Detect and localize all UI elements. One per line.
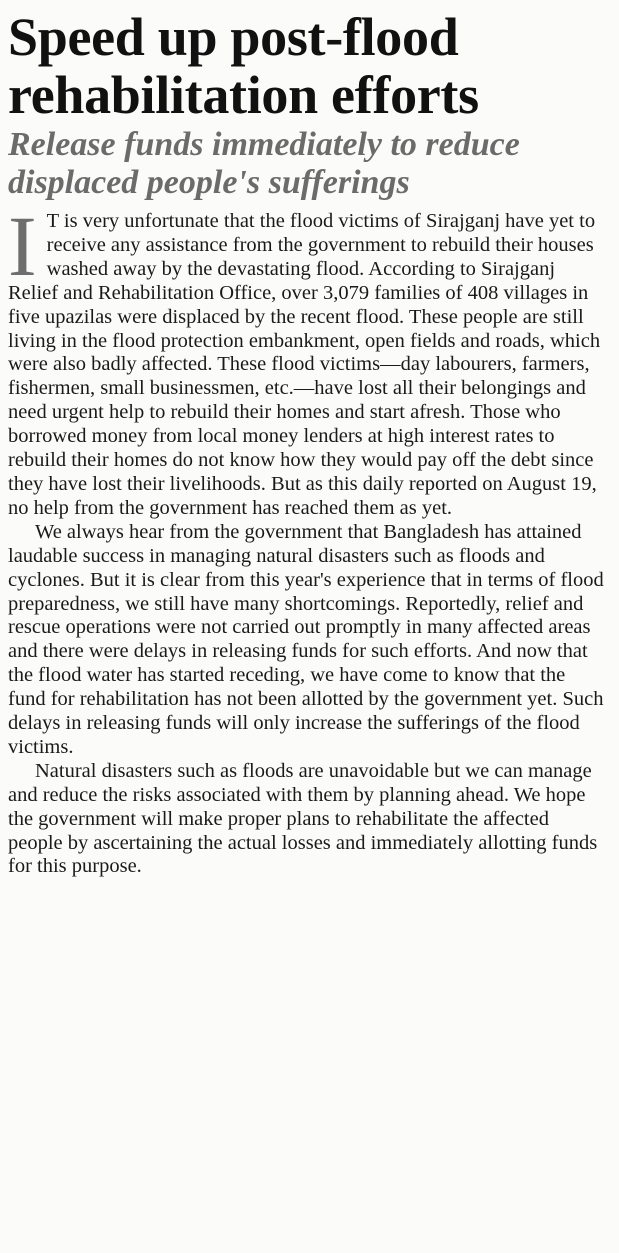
paragraph-1-text: T is very unfortunate that the flood victims of Sirajganj have yet to receive any assistance from the government to rebuild their houses washed away by the devastating flood. According to Sirajganj Relief and Rehabilitation Office, over 3,079 families of 408 villages in five upazilas were displaced by the recent flood. These people are still living in the flood protection embankment, open fields and roads, which were also badly affected. These flood victims—day labourers, farmers, fishermen, small businessmen, etc.—have lost all their belongings and need urgent help to rebuild their homes and start afresh. Those who borrowed money from local money lenders at high interest rates to rebuild their homes do not know how they would pay off the debt since they have lost their livelihoods. But as this daily reported on August 19, no help from the government has reached them as yet. xyxy=(8,210,601,519)
drop-cap: I xyxy=(8,198,37,294)
article-body xyxy=(8,198,605,879)
paragraph-3: Natural disasters such as floods are unavoidable but we can manage and reduce the risks associated with them by planning ahead. We hope the government will make proper plans to rehabilitate the affected people by ascertaining the actual losses and immediately allotting funds for this purpose. xyxy=(8,759,598,878)
subheadline: Release funds immediately to reduce displaced people's sufferings xyxy=(8,126,520,201)
headline: Speed up post-flood rehabilitation efforts xyxy=(8,7,479,125)
paragraph-2: We always hear from the government that Bangladesh has attained laudable success in managing natural disasters such as floods and cyclones. But it is clear from this year's experience that in terms of flood preparedness, we still have many shortcomings. Reportedly, relief and rescue operations were not carried out promptly in many affected areas and there were delays in releasing funds for such efforts. And now that the flood water has started receding, we have come to know that the fund for rehabilitation has not been allotted by the government yet. Such delays in releasing funds will only increase the sufferings of the flood victims. xyxy=(8,520,604,758)
paragraph-1 xyxy=(8,198,605,521)
